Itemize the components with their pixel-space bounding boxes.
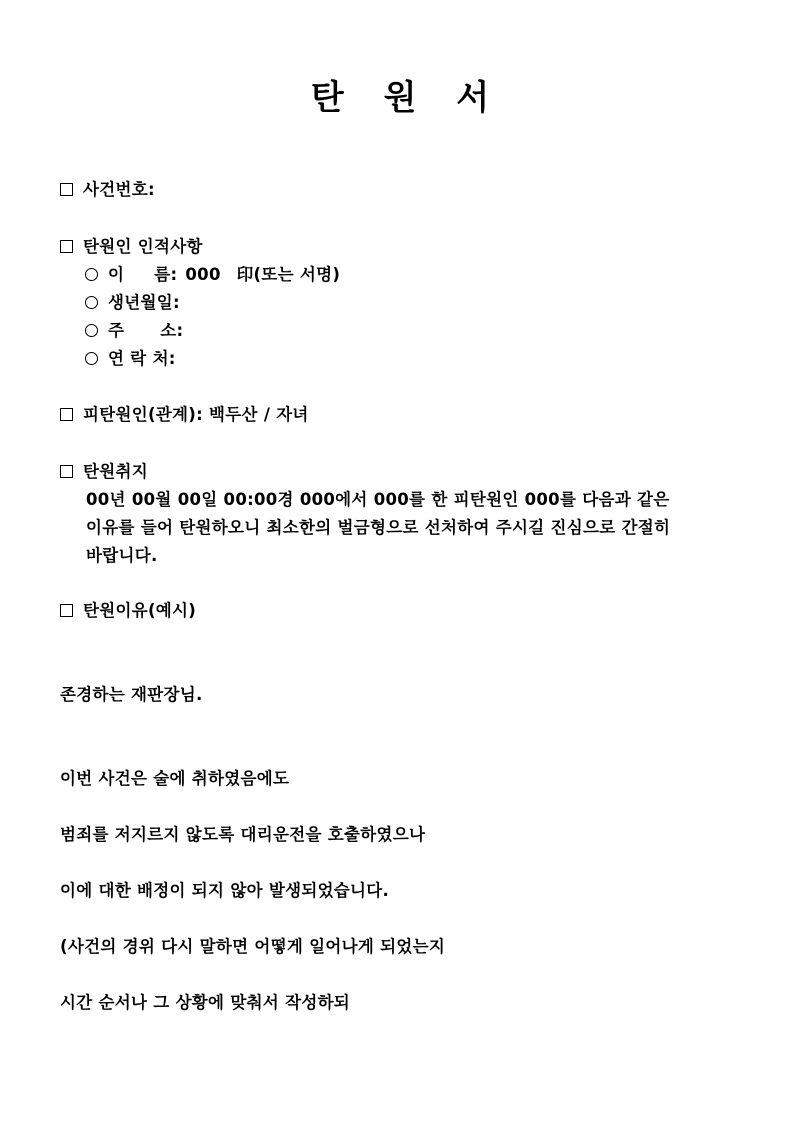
address-label-1: 주 <box>108 321 125 340</box>
reason-label: 탄원이유(예시) <box>83 601 197 620</box>
subject-row <box>60 401 309 425</box>
address-label-2: 소: <box>160 321 184 340</box>
birth-label: 생년월일: <box>108 293 180 312</box>
reason-row <box>60 597 196 621</box>
body-line: 이번 사건은 술에 취하였음에도 <box>60 769 290 788</box>
purpose-line: 00년 00월 00일 00:00경 000에서 000를 한 피탄원인 000를 다음과 같은 <box>86 490 670 509</box>
petitioner-section-row <box>60 233 203 257</box>
petitioner-contact-row <box>85 345 176 369</box>
purpose-row <box>60 458 148 482</box>
case-number-label: 사건번호: <box>83 180 155 199</box>
petitioner-name-row <box>85 261 340 285</box>
petitioner-section-label: 탄원인 인적사항 <box>83 237 203 256</box>
bullet-circle-icon <box>85 296 98 309</box>
body-line: 이에 대한 배정이 되지 않아 발생되었습니다. <box>60 881 390 900</box>
petitioner-birth-row <box>85 289 180 313</box>
name-seal: 印(또는 서명) <box>236 265 341 284</box>
body-line: 범죄를 저지르지 않도록 대리운전을 호출하였으나 <box>60 825 426 844</box>
case-number-row <box>60 176 155 200</box>
checkbox-square-icon <box>60 408 73 421</box>
checkbox-square-icon <box>60 465 73 478</box>
subject-label: 피탄원인(관계): 백두산 / 자녀 <box>83 405 309 424</box>
purpose-line: 이유를 들어 탄원하오니 최소한의 벌금형으로 선처하여 주시길 진심으로 간절히 <box>86 518 671 537</box>
petitioner-address-row <box>85 317 183 341</box>
body-line: 시간 순서나 그 상황에 맞춰서 작성하되 <box>60 993 351 1012</box>
purpose-line: 바랍니다. <box>86 546 158 565</box>
document-title: 탄 원 서 <box>310 78 504 118</box>
body-line: (사건의 경위 다시 말하면 어떻게 일어나게 되었는지 <box>60 937 446 956</box>
checkbox-square-icon <box>60 183 73 196</box>
purpose-label: 탄원취지 <box>83 462 148 481</box>
name-label-1: 이 <box>108 265 125 284</box>
bullet-circle-icon <box>85 352 98 365</box>
name-value: 000 <box>185 265 221 284</box>
bullet-circle-icon <box>85 324 98 337</box>
checkbox-square-icon <box>60 604 73 617</box>
checkbox-square-icon <box>60 240 73 253</box>
contact-label: 연 락 처: <box>108 349 176 368</box>
bullet-circle-icon <box>85 268 98 281</box>
salutation: 존경하는 재판장님. <box>60 685 203 704</box>
name-label-2: 름: <box>154 265 178 284</box>
